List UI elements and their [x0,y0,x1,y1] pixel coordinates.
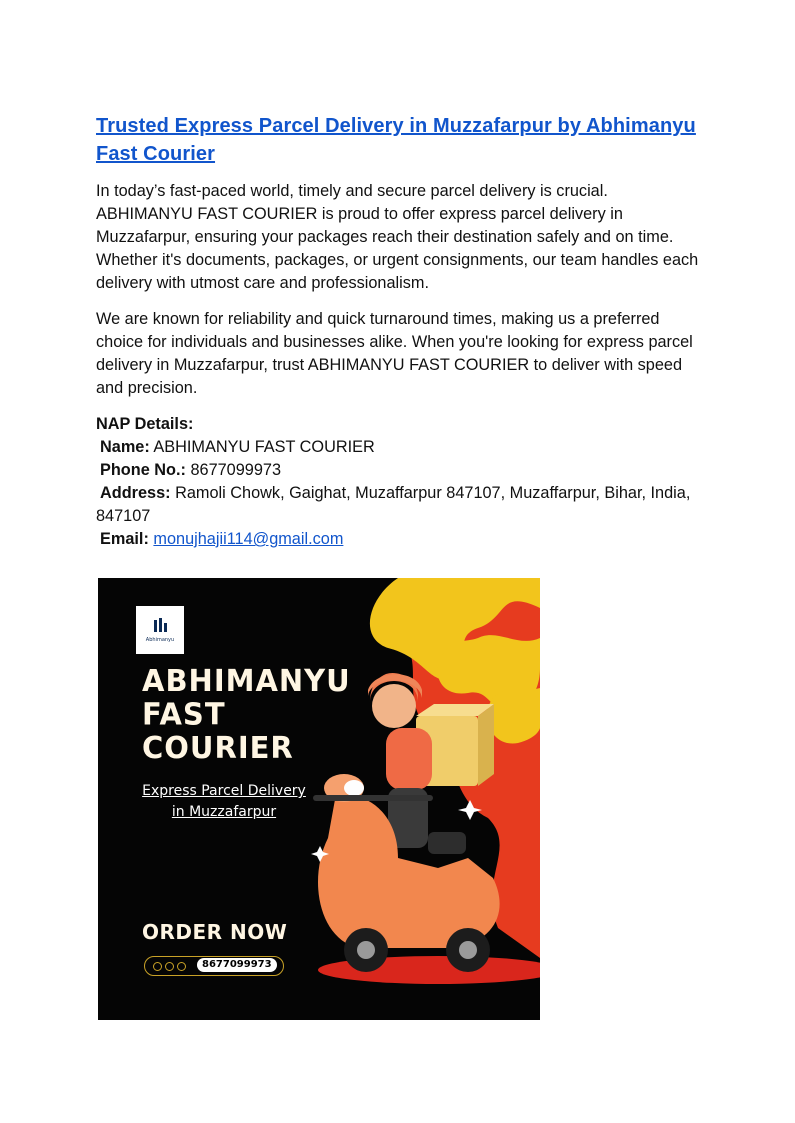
rider-head [372,684,416,728]
brand-line: FAST [142,696,226,732]
nap-address-row [96,482,706,528]
nap-name-value: ABHIMANYU FAST COURIER [153,438,375,456]
nap-name-row [96,436,706,459]
nap-name-label: Name: [100,438,150,456]
page-title[interactable] [96,112,706,168]
tagline-line: Express Parcel Delivery [142,783,306,799]
company-logo [136,606,184,654]
banner-tagline [134,781,314,823]
document-page [96,112,706,551]
reliability-paragraph: We are known for reliability and quick turnaround times, making us a preferred choice for individuals and businesses alike. When you're looking for express parcel delivery in Muzzafarpur, trust ABHIMANYU FAST COURIER to deliver with speed and precision. [96,310,693,397]
nap-heading: NAP Details: [96,415,194,433]
logo-mark-icon [151,617,169,635]
logo-text: Abhimanyu [145,637,175,643]
nap-phone-value: 8677099973 [190,461,282,479]
nap-details [96,413,706,551]
banner-phone-number: 8677099973 [197,958,277,972]
nap-phone-label: Phone No.: [100,461,186,479]
flame-yellow-shape-3 [487,688,540,744]
nap-phone-row [96,459,706,482]
banner-brand-name [142,664,351,765]
intro-paragraph: In today’s fast-paced world, timely and secure parcel delivery is crucial. ABHIMANYU FAST COURIER is proud to offer express parcel delivery in Muzzafarpur, ensuring your packages reach their destination safely and on time. Whether it's documents, packages, or urgent consignments, our team handles each delivery with utmost care and professionalism. [96,182,699,292]
nap-email-row [96,528,706,551]
social-icon [177,962,186,971]
social-icon [153,962,162,971]
rider-torso [386,728,432,790]
nap-email-link[interactable]: monujhajii114@gmail.com [153,530,344,548]
banner-phone-pill [144,956,284,976]
nap-email-label: Email: [100,530,149,548]
tagline-line: in Muzzafarpur [171,804,277,820]
brand-line: COURIER [142,729,294,766]
nap-address-value: Ramoli Chowk, Gaighat, Muzaffarpur 847107, Muzaffarpur, Bihar, India, 847107 [96,484,691,525]
title-link[interactable]: Trusted Express Parcel Delivery in Muzzafarpur by Abhimanyu Fast Courier [96,115,696,165]
brand-line: ABHIMANYU [142,662,351,699]
order-now-label: ORDER NOW [142,920,288,944]
scooter-headlight [344,780,364,796]
nap-address-label: Address: [100,484,171,502]
social-icon [165,962,174,971]
promo-banner-image [98,578,540,1020]
